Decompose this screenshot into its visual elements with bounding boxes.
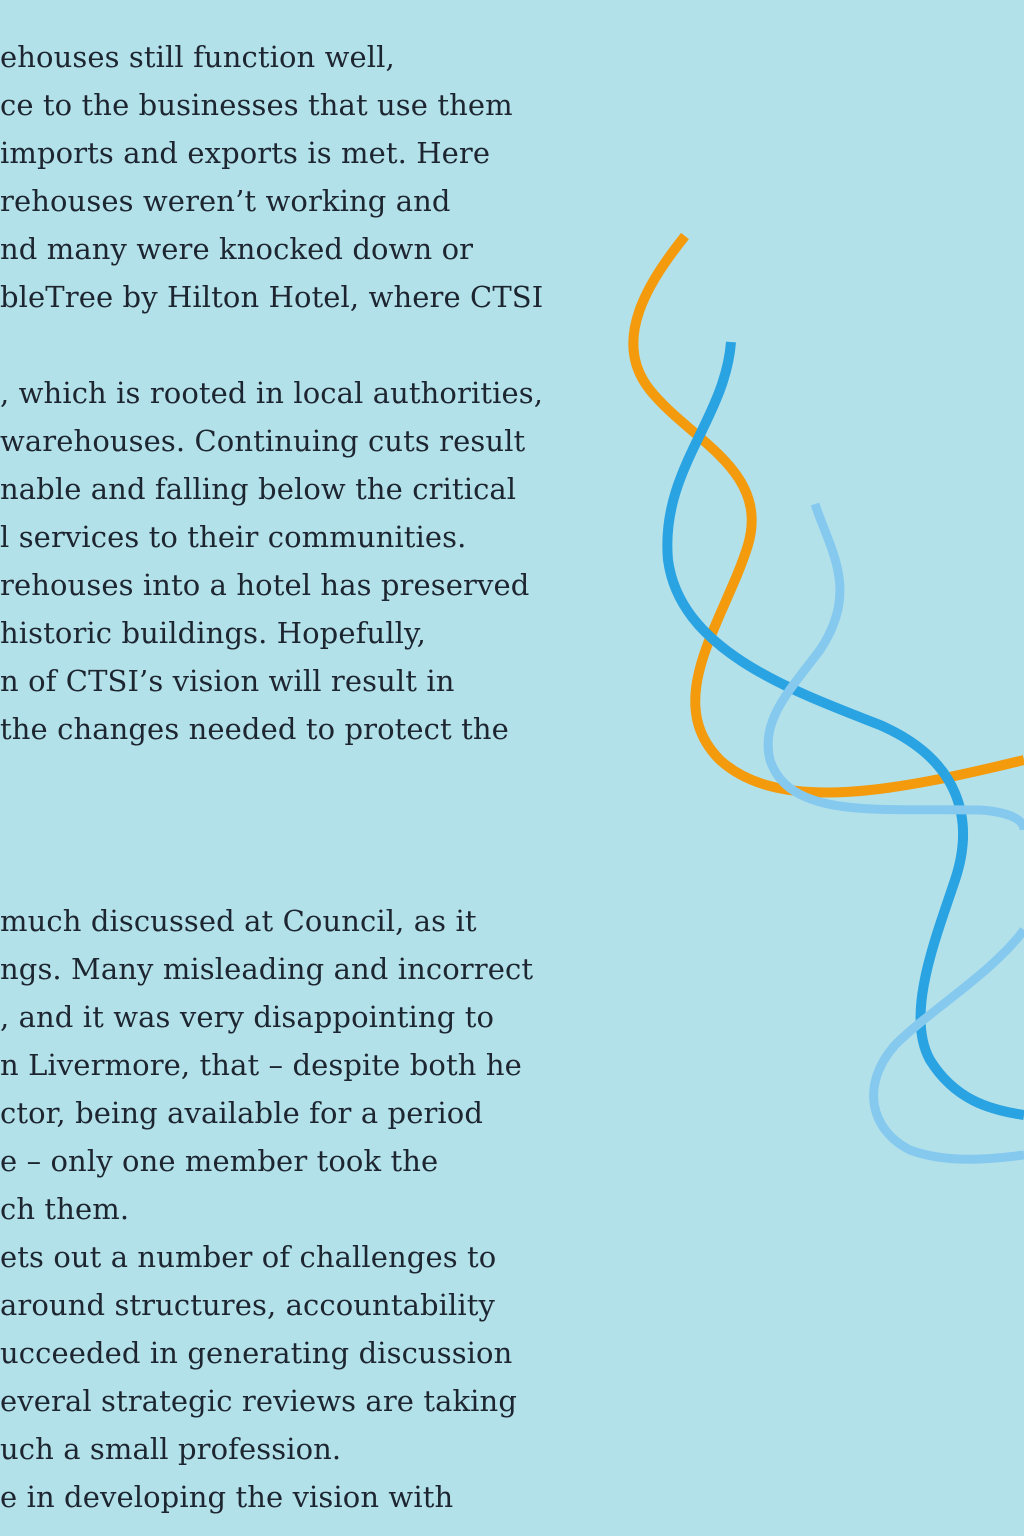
text-line: historic buildings. Hopefully, bbox=[0, 616, 426, 650]
text-line: nable and falling below the critical bbox=[0, 472, 517, 506]
text-line: nd many were knocked down or bbox=[0, 232, 474, 266]
text-line: imports and exports is met. Here bbox=[0, 136, 491, 170]
text-line: n Livermore, that – despite both he bbox=[0, 1048, 522, 1082]
text-line: e in developing the vision with bbox=[0, 1480, 454, 1514]
text-line: around structures, accountability bbox=[0, 1288, 495, 1322]
text-line: ehouses still function well, bbox=[0, 40, 395, 74]
text-line: ctor, being available for a period bbox=[0, 1096, 484, 1130]
text-line: rehouses weren’t working and bbox=[0, 184, 451, 218]
decorative-ribbons bbox=[600, 200, 1024, 1200]
text-line: rehouses into a hotel has preserved bbox=[0, 568, 530, 602]
text-line: ucceeded in generating discussion bbox=[0, 1336, 513, 1370]
text-line: ce to the businesses that use them bbox=[0, 88, 513, 122]
text-line: , and it was very disappointing to bbox=[0, 1000, 495, 1034]
text-line: the changes needed to protect the bbox=[0, 712, 509, 746]
text-line: ets out a number of challenges to bbox=[0, 1240, 497, 1274]
text-line: n of CTSI’s vision will result in bbox=[0, 664, 455, 698]
text-line: everal strategic reviews are taking bbox=[0, 1384, 517, 1418]
text-line: uch a small profession. bbox=[0, 1432, 342, 1466]
text-line: , which is rooted in local authorities, bbox=[0, 376, 544, 410]
text-line: much discussed at Council, as it bbox=[0, 904, 477, 938]
light-blue-ribbon bbox=[768, 504, 1024, 830]
text-line: bleTree by Hilton Hotel, where CTSI bbox=[0, 280, 544, 314]
text-line: e – only one member took the bbox=[0, 1144, 439, 1178]
text-line: ch them. bbox=[0, 1192, 130, 1226]
text-line: warehouses. Continuing cuts result bbox=[0, 424, 526, 458]
text-line: l services to their communities. bbox=[0, 520, 467, 554]
light-blue-ribbon-lower bbox=[874, 930, 1024, 1159]
text-line: ngs. Many misleading and incorrect bbox=[0, 952, 534, 986]
